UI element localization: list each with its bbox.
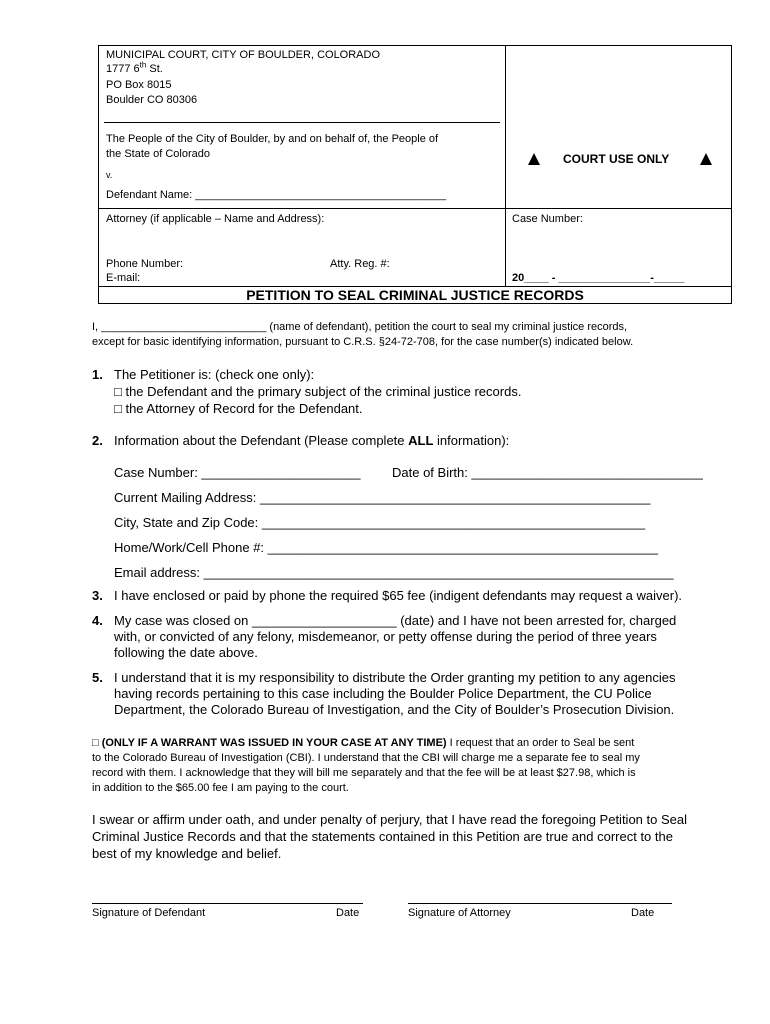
oath-line-3: best of my knowledge and belief. [92, 846, 282, 861]
title-bottom-border [98, 303, 732, 304]
petitioner-option-defendant[interactable]: □ the Defendant and the primary subject of the criminal justice records. [114, 384, 522, 399]
warrant-line-4: in addition to the $65.00 fee I am paying to the court. [92, 782, 349, 794]
oath-line-1: I swear or affirm under oath, and under penalty of perjury, that I have read the foregoing Petition to Seal [92, 812, 687, 827]
item-1-text: The Petitioner is: (check one only): [114, 367, 315, 382]
attorney-date-label: Date [631, 907, 655, 919]
triangle-up-icon [700, 153, 712, 165]
defendant-date-label: Date [336, 907, 360, 919]
attorney-signature-label: Signature of Attorney [408, 907, 511, 919]
city-state-zip-input[interactable]: City, State and Zip Code: _____________________________________________________ [114, 515, 646, 530]
item-5-number: 5. [92, 670, 103, 685]
attorney-label: Attorney (if applicable – Name and Address): [106, 213, 325, 225]
caption-top-border [98, 45, 732, 46]
people-line-2: the State of Colorado [106, 148, 210, 160]
case-number-label: Case Number: [512, 213, 583, 225]
caption-divider [505, 45, 506, 286]
caption-attorney-border [98, 208, 732, 209]
caption-left-border [98, 45, 99, 286]
versus: v. [106, 170, 113, 180]
email-label: E-mail: [106, 272, 141, 284]
caption-people-rule [104, 122, 500, 123]
warrant-line-1[interactable]: □ (ONLY IF A WARRANT WAS ISSUED IN YOUR CASE AT ANY TIME) I request that an order to Seal be sent [92, 737, 635, 749]
case-number-input[interactable]: Case Number: ______________________ [114, 465, 361, 480]
intro-line-1: I, ___________________________ (name of defendant), petition the court to seal my criminal justice records, [92, 321, 628, 333]
item-3-text: I have enclosed or paid by phone the required $65 fee (indigent defendants may request a waiver). [114, 588, 683, 603]
court-address: 1777 6th St. [106, 60, 163, 75]
atty-reg-label: Atty. Reg. #: [330, 258, 390, 270]
item-4-line-3: following the date above. [114, 645, 258, 660]
court-use-only: COURT USE ONLY [563, 152, 670, 166]
court-city-zip: Boulder CO 80306 [106, 94, 198, 106]
item-2-number: 2. [92, 433, 103, 448]
item-1-number: 1. [92, 367, 103, 382]
email-input[interactable]: Email address: _________________________________________________________________ [114, 565, 674, 580]
attorney-signature-line[interactable] [408, 903, 672, 904]
phone-number-label: Phone Number: [106, 258, 184, 270]
item-5-line-1: I understand that it is my responsibility to distribute the Order granting my petition to any agencies [114, 670, 676, 685]
warrant-line-2: to the Colorado Bureau of Investigation (CBI). I understand that the CBI will charge me a separate fee to seal my [92, 752, 640, 764]
item-5-line-3: Department, the Colorado Bureau of Investigation, and the City of Boulder’s Prosecution Division. [114, 702, 675, 717]
item-4-number: 4. [92, 613, 103, 628]
court-po-box: PO Box 8015 [106, 79, 172, 91]
item-4-line-1: My case was closed on ____________________ (date) and I have not been arrested for, charged [114, 613, 677, 628]
page-title: PETITION TO SEAL CRIMINAL JUSTICE RECORDS [246, 287, 584, 303]
triangle-up-icon [528, 153, 540, 165]
item-5-line-2: having records pertaining to this case including the Boulder Police Department, the CU Police [114, 686, 652, 701]
oath-line-2: Criminal Justice Records and that the statements contained in this Petition are true and correct to the [92, 829, 673, 844]
item-2-text: Information about the Defendant (Please complete ALL information): [114, 433, 510, 448]
court-name: MUNICIPAL COURT, CITY OF BOULDER, COLORADO [106, 49, 381, 61]
item-4-line-2: with, or convicted of any felony, misdemeanor, or petty offense during the period of three years [114, 629, 657, 644]
phone-input[interactable]: Home/Work/Cell Phone #: ______________________________________________________ [114, 540, 659, 555]
mailing-address-input[interactable]: Current Mailing Address: ______________________________________________________ [114, 490, 651, 505]
defendant-name-field[interactable]: Defendant Name: _________________________________________ [106, 189, 447, 201]
defendant-signature-label: Signature of Defendant [92, 907, 206, 919]
intro-line-2: except for basic identifying information, pursuant to C.R.S. §24-72-708, for the case number(s) indicated below. [92, 336, 634, 348]
item-3-number: 3. [92, 588, 103, 603]
case-number-field[interactable]: 20____ - _______________-_____ [512, 272, 685, 284]
caption-right-border [731, 45, 732, 286]
warrant-line-3: record with them. I acknowledge that they will bill me separately and that the fee will be at least $27.98, which is [92, 767, 636, 779]
petitioner-option-attorney[interactable]: □ the Attorney of Record for the Defendant. [114, 401, 363, 416]
people-line-1: The People of the City of Boulder, by and on behalf of, the People of [106, 133, 439, 145]
date-of-birth-input[interactable]: Date of Birth: ________________________________ [392, 465, 703, 480]
defendant-signature-line[interactable] [92, 903, 363, 904]
